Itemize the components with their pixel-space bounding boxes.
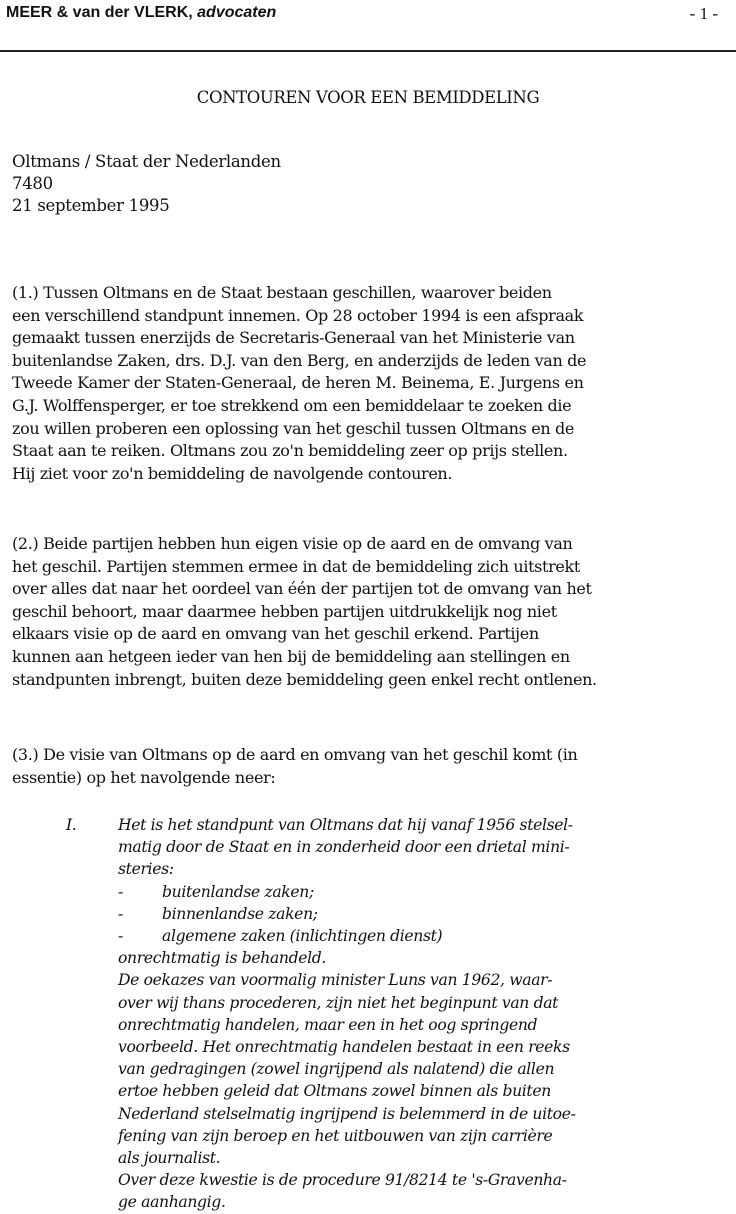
bullet-item: [118, 925, 708, 947]
item-line: voorbeeld. Het onrechtmatig handelen bestaat in een reeks: [118, 1038, 570, 1057]
item-line: matig door de Staat en in zonderheid door een drietal mini-: [118, 838, 570, 857]
paragraph-2: [12, 533, 728, 691]
bullet-item: [118, 881, 708, 903]
paragraph-line: (2.) Beide partijen hebben hun eigen visie op de aard en de omvang van: [12, 534, 573, 553]
item-line: Het is het standpunt van Oltmans dat hij vanaf 1956 stelsel-: [118, 816, 573, 834]
bullet-text: binnenlandse zaken;: [162, 904, 318, 923]
case-number: 7480: [12, 174, 53, 193]
item-line: ge aanhangig.: [118, 1193, 226, 1212]
paragraph-line: kunnen aan hetgeen ieder van hen bij de bemiddeling aan stellingen en: [12, 646, 570, 666]
document-date: 21 september 1995: [12, 196, 170, 215]
item-line: over wij thans procederen, zijn niet het beginpunt van dat: [118, 993, 559, 1012]
firm-name: [6, 4, 276, 22]
paragraph-line: Tweede Kamer der Staten-Generaal, de heren M. Beinema, E. Jurgens en: [12, 373, 584, 393]
case-reference-block: [12, 151, 281, 217]
bullet-text: buitenlandse zaken;: [162, 882, 314, 901]
item-line: Nederland stelselmatig ingrijpend is belemmerd in de uitoe-: [118, 1104, 576, 1123]
paragraph-1: [12, 282, 728, 485]
paragraph-line: gemaakt tussen enerzijds de Secretaris-Generaal van het Ministerie van: [12, 328, 575, 348]
item-line: als journalist.: [118, 1149, 221, 1168]
paragraph-line: standpunten inbrengt, buiten deze bemiddeling geen enkel recht ontlenen.: [12, 669, 597, 689]
firm-name-tail: advocaten: [197, 4, 277, 21]
header-rule: [0, 50, 736, 52]
bullet-dash: -: [118, 882, 123, 901]
firm-name-main: MEER & van der VLERK,: [6, 4, 193, 21]
item-numeral: I.: [66, 816, 77, 834]
paragraph-line: Hij ziet voor zo'n bemiddeling de navolgende contouren.: [12, 463, 453, 483]
paragraph-line: elkaars visie op de aard en omvang van het geschil erkend. Partijen: [12, 624, 539, 644]
bullet-item: [118, 903, 708, 925]
paragraph-line: over alles dat naar het oordeel van één der partijen tot de omvang van het: [12, 579, 592, 599]
item-body: [118, 814, 708, 1214]
item-line: onrechtmatig handelen, maar een in het oog springend: [118, 1015, 538, 1034]
bullet-dash: -: [118, 927, 123, 946]
item-line: De oekazes van voormalig minister Luns van 1962, waar-: [118, 971, 553, 990]
paragraph-3: [12, 744, 728, 789]
case-parties: Oltmans / Staat der Nederlanden: [12, 152, 281, 171]
paragraph-line: geschil behoort, maar daarmee hebben partijen uitdrukkelijk nog niet: [12, 601, 557, 621]
paragraph-line: (3.) De visie van Oltmans op de aard en omvang van het geschil komt (in: [12, 745, 578, 764]
document-title: CONTOUREN VOOR EEN BEMIDDELING: [196, 88, 540, 107]
bullet-dash: -: [118, 904, 123, 923]
item-line: ertoe hebben geleid dat Oltmans zowel binnen als buiten: [118, 1082, 551, 1101]
page-number: - 1 -: [689, 4, 718, 23]
paragraph-line: het geschil. Partijen stemmen ermee in dat de bemiddeling zich uitstrekt: [12, 556, 580, 576]
item-line: Over deze kwestie is de procedure 91/8214 te 's-Gravenha-: [118, 1171, 567, 1190]
item-line: steries:: [118, 860, 174, 879]
letterhead: [0, 0, 736, 52]
paragraph-line: G.J. Wolffensperger, er toe strekkend om een bemiddelaar te zoeken die: [12, 395, 572, 415]
paragraph-line: een verschillend standpunt innemen. Op 28 october 1994 is een afspraak: [12, 305, 584, 325]
bullet-text: algemene zaken (inlichtingen dienst): [162, 927, 443, 946]
item-line: van gedragingen (zowel ingrijpend als nalatend) die allen: [118, 1060, 555, 1079]
paragraph-line: zou willen proberen een oplossing van het geschil tussen Oltmans en de: [12, 418, 575, 438]
item-line: fening van zijn beroep en het uitbouwen van zijn carrière: [118, 1126, 553, 1145]
paragraph-line: buitenlandse Zaken, drs. D.J. van den Berg, en anderzijds de leden van de: [12, 350, 587, 370]
item-line: onrechtmatig is behandeld.: [118, 949, 327, 968]
paragraph-line: essentie) op het navolgende neer:: [12, 767, 276, 787]
paragraph-line: Staat aan te reiken. Oltmans zou zo'n bemiddeling zeer op prijs stellen.: [12, 441, 568, 461]
paragraph-line: (1.) Tussen Oltmans en de Staat bestaan geschillen, waarover beiden: [12, 283, 552, 302]
